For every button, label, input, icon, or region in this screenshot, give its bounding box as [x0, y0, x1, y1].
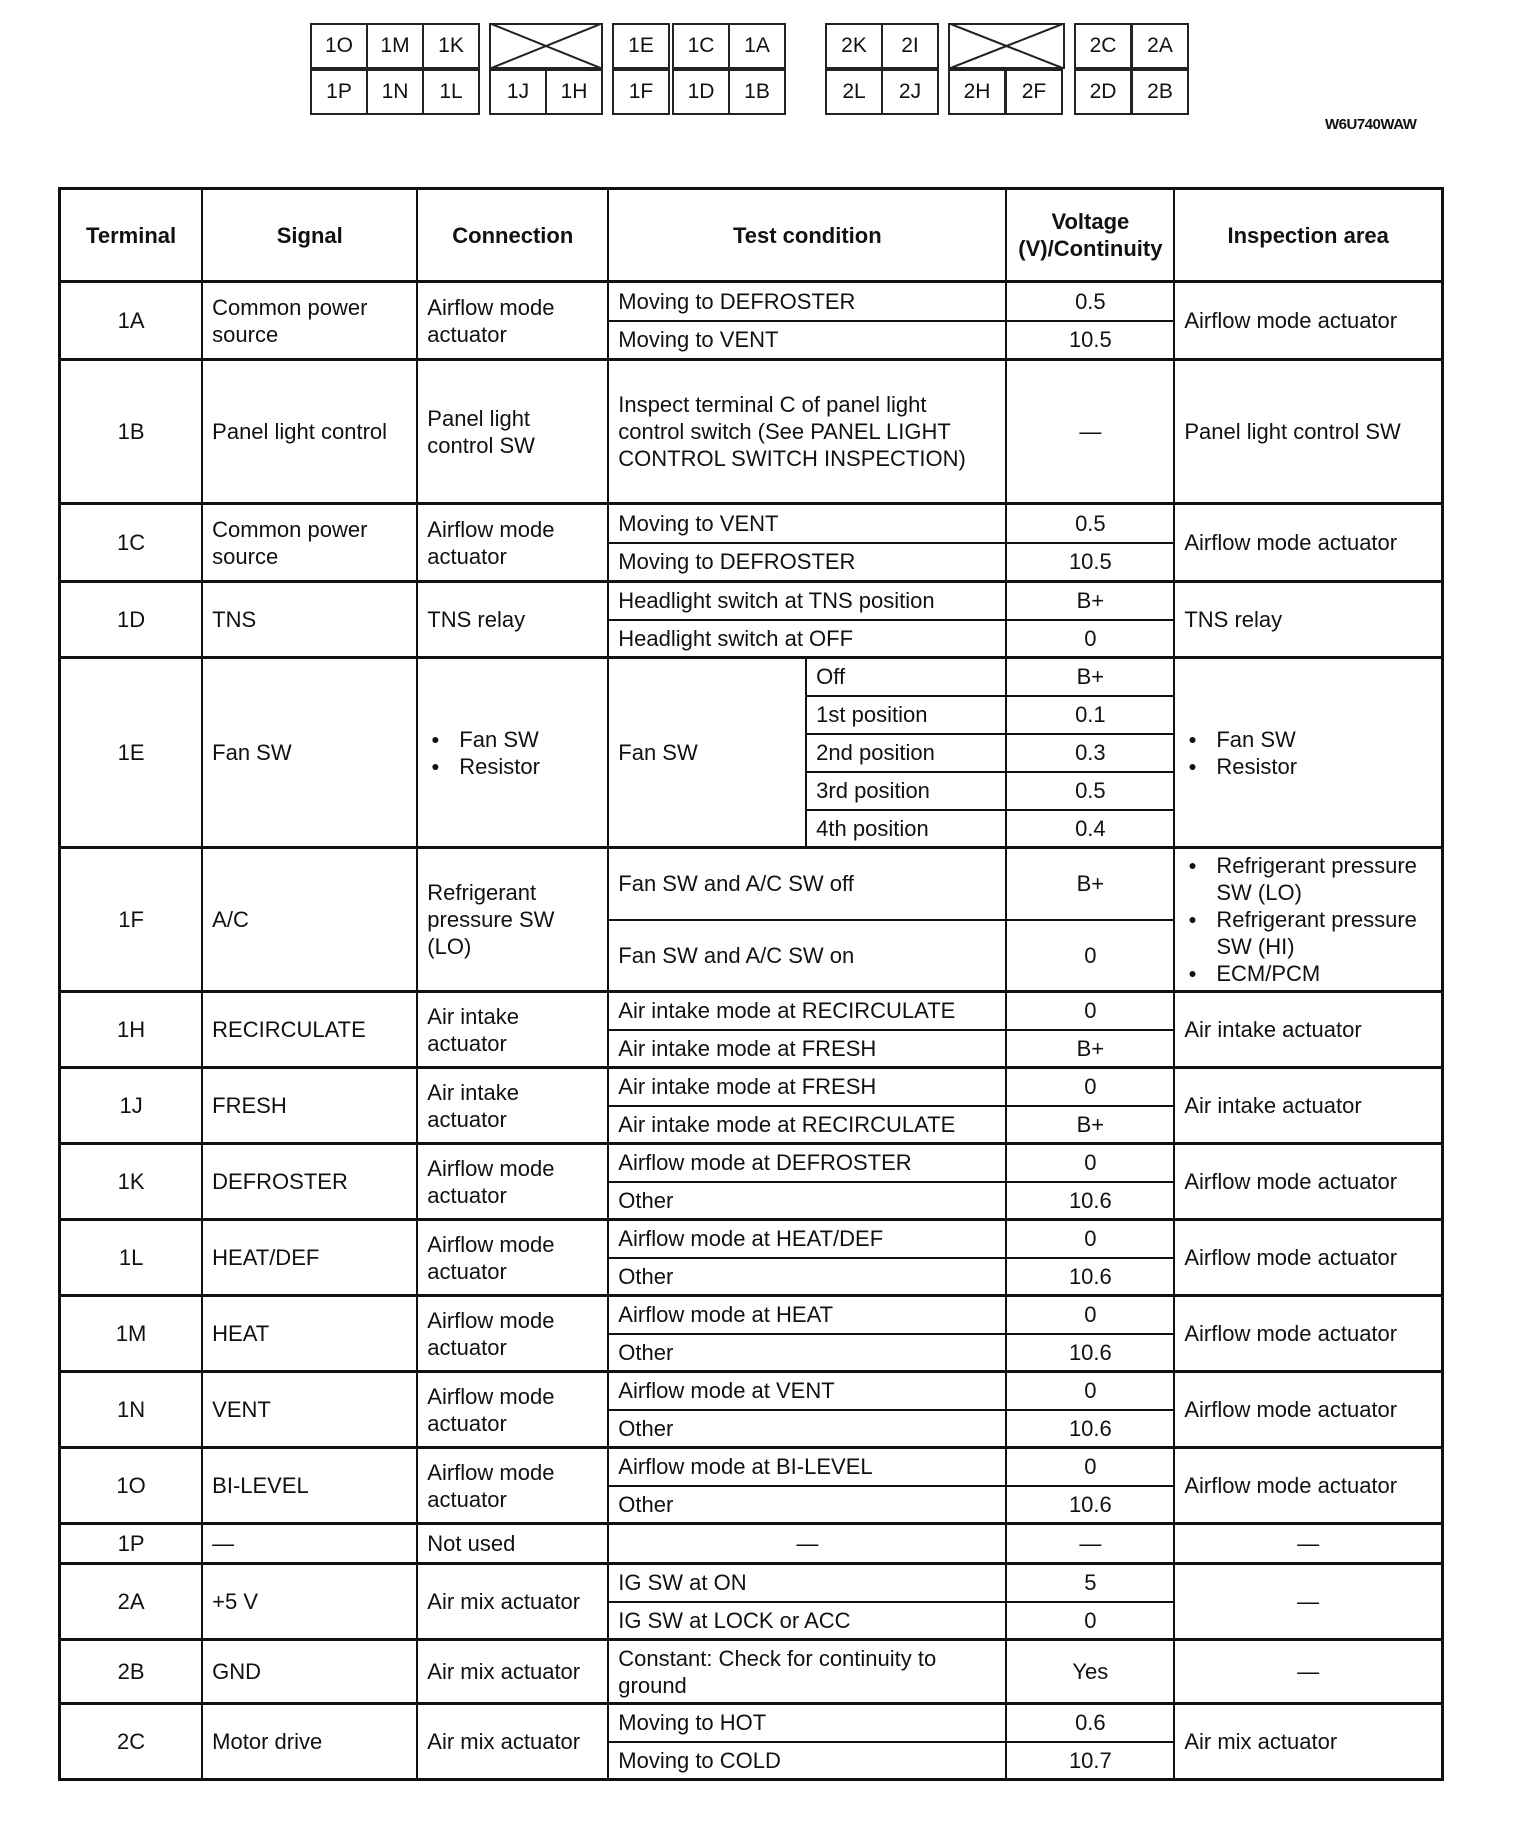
voltage-cell: 0.1	[1006, 696, 1174, 734]
connector-pin: 2H	[948, 69, 1006, 115]
terminal-cell: 1B	[60, 360, 203, 504]
bullet-text: Fan SW	[459, 726, 539, 752]
connector-pin: 2C	[1074, 23, 1132, 69]
terminal-cell: 1D	[60, 582, 203, 658]
connection-cell: Refrigerant pressure SW (LO)	[417, 848, 608, 992]
connector-pin: 1J	[489, 69, 547, 115]
signal-cell: DEFROSTER	[202, 1144, 417, 1220]
inspection-area-cell: TNS relay	[1174, 582, 1442, 658]
table-row	[60, 848, 1443, 920]
connector-pin: 1A	[728, 23, 786, 69]
voltage-cell: B+	[1006, 1106, 1174, 1144]
inspection-area-cell: Panel light control SW	[1174, 360, 1442, 504]
test-condition-cell: IG SW at ON	[608, 1564, 1006, 1602]
test-condition-cell: Air intake mode at RECIRCULATE	[608, 1106, 1006, 1144]
connection-cell: Airflow mode actuator	[417, 1296, 608, 1372]
test-condition-cell: Air intake mode at FRESH	[608, 1030, 1006, 1068]
table-row	[60, 1144, 1443, 1182]
bullet-icon: ●	[1188, 911, 1197, 927]
voltage-cell: 0	[1006, 1372, 1174, 1410]
test-condition-cell: Moving to VENT	[608, 321, 1006, 360]
voltage-cell: 10.6	[1006, 1334, 1174, 1372]
table-row	[60, 992, 1443, 1030]
voltage-cell: 0	[1006, 1144, 1174, 1182]
voltage-cell: Yes	[1006, 1640, 1174, 1704]
bullet-icon: ●	[1188, 965, 1197, 981]
connector-pin: 1H	[545, 69, 603, 115]
voltage-cell: 0	[1006, 1602, 1174, 1640]
voltage-cell: 0.3	[1006, 734, 1174, 772]
connector-pin: 1L	[422, 69, 480, 115]
signal-cell: VENT	[202, 1372, 417, 1448]
connection-cell: Panel light control SW	[417, 360, 608, 504]
signal-cell: Panel light control	[202, 360, 417, 504]
voltage-cell: 0	[1006, 992, 1174, 1030]
signal-cell: +5 V	[202, 1564, 417, 1640]
test-condition-group-cell: Fan SW	[608, 658, 806, 848]
test-condition-cell: Inspect terminal C of panel light control switch (See PANEL LIGHT CONTROL SWITCH INSPECTION)	[608, 360, 1006, 504]
inspection-area-cell: Airflow mode actuator	[1174, 504, 1442, 582]
test-condition-cell: Other	[608, 1182, 1006, 1220]
table-row	[60, 1220, 1443, 1258]
test-condition-cell: Other	[608, 1410, 1006, 1448]
inspection-area-cell: Airflow mode actuator	[1174, 1448, 1442, 1524]
voltage-cell: 10.6	[1006, 1486, 1174, 1524]
bullet-item	[1184, 753, 1432, 780]
signal-cell: —	[202, 1524, 417, 1564]
bullet-text: Refrigerant pressure SW (LO)	[1216, 853, 1417, 905]
test-condition-cell: IG SW at LOCK or ACC	[608, 1602, 1006, 1640]
terminal-inspection-table	[58, 187, 1444, 1781]
connection-cell: Air mix actuator	[417, 1564, 608, 1640]
connector-pin: 1C	[672, 23, 730, 69]
signal-cell: BI-LEVEL	[202, 1448, 417, 1524]
voltage-cell: 0	[1006, 920, 1174, 992]
voltage-cell: 10.5	[1006, 543, 1174, 582]
voltage-cell: 10.6	[1006, 1182, 1174, 1220]
connection-cell	[417, 658, 608, 848]
bullet-icon: ●	[1188, 757, 1197, 774]
inspection-area-cell: —	[1174, 1524, 1442, 1564]
test-condition-cell: Moving to VENT	[608, 504, 1006, 543]
voltage-cell: —	[1006, 360, 1174, 504]
table-row	[60, 658, 1443, 696]
voltage-cell: 0	[1006, 620, 1174, 658]
terminal-cell: 1M	[60, 1296, 203, 1372]
connection-cell: Not used	[417, 1524, 608, 1564]
test-condition-cell: Air intake mode at FRESH	[608, 1068, 1006, 1106]
test-condition-cell: 2nd position	[806, 734, 1006, 772]
voltage-cell: B+	[1006, 582, 1174, 620]
bullet-text: Fan SW	[1216, 726, 1296, 752]
table-row	[60, 1564, 1443, 1602]
test-condition-cell: Airflow mode at HEAT/DEF	[608, 1220, 1006, 1258]
voltage-cell: 0.5	[1006, 282, 1174, 321]
terminal-cell: 1F	[60, 848, 203, 992]
bullet-text: Resistor	[459, 753, 540, 779]
inspection-area-cell	[1174, 658, 1442, 848]
connector-pin: 2I	[881, 23, 939, 69]
bullet-icon: ●	[1188, 857, 1197, 873]
voltage-cell: 0	[1006, 1220, 1174, 1258]
test-condition-cell: Airflow mode at HEAT	[608, 1296, 1006, 1334]
table-row	[60, 1372, 1443, 1410]
signal-cell: Fan SW	[202, 658, 417, 848]
table-row	[60, 504, 1443, 543]
voltage-cell: 10.6	[1006, 1258, 1174, 1296]
terminal-cell: 1P	[60, 1524, 203, 1564]
voltage-cell: 0	[1006, 1068, 1174, 1106]
voltage-cell: 10.6	[1006, 1410, 1174, 1448]
signal-cell: RECIRCULATE	[202, 992, 417, 1068]
test-condition-cell: Other	[608, 1486, 1006, 1524]
terminal-cell: 2B	[60, 1640, 203, 1704]
inspection-area-cell: Airflow mode actuator	[1174, 282, 1442, 360]
terminal-cell: 1A	[60, 282, 203, 360]
voltage-cell: 0.5	[1006, 772, 1174, 810]
test-condition-cell: Airflow mode at VENT	[608, 1372, 1006, 1410]
connector-pin: 2J	[881, 69, 939, 115]
voltage-cell: 0.4	[1006, 810, 1174, 848]
test-condition-cell: Airflow mode at DEFROSTER	[608, 1144, 1006, 1182]
table-row	[60, 1640, 1443, 1704]
connection-cell: Airflow mode actuator	[417, 1448, 608, 1524]
bullet-item	[1184, 726, 1432, 753]
table-row	[60, 360, 1443, 504]
connection-cell: Airflow mode actuator	[417, 1372, 608, 1448]
test-condition-cell: 1st position	[806, 696, 1006, 734]
signal-cell: HEAT/DEF	[202, 1220, 417, 1296]
connector-pin: 1E	[612, 23, 670, 69]
connection-cell: Air intake actuator	[417, 1068, 608, 1144]
header-voltage: Voltage (V)/Continuity	[1006, 189, 1174, 282]
test-condition-cell: Fan SW and A/C SW off	[608, 848, 1006, 920]
voltage-cell: 5	[1006, 1564, 1174, 1602]
connector-pin: 1O	[310, 23, 368, 69]
bullet-text: Resistor	[1216, 753, 1298, 779]
connector-pin: 2L	[825, 69, 883, 115]
connector-pin: 1D	[672, 69, 730, 115]
bullet-item	[1184, 960, 1432, 987]
test-condition-cell: Other	[608, 1334, 1006, 1372]
connector-pin: 1K	[422, 23, 480, 69]
connection-cell: Air intake actuator	[417, 992, 608, 1068]
test-condition-cell: Headlight switch at OFF	[608, 620, 1006, 658]
bullet-text: Refrigerant pressure SW (HI)	[1216, 907, 1417, 959]
terminal-cell: 1O	[60, 1448, 203, 1524]
connection-cell: Airflow mode actuator	[417, 282, 608, 360]
signal-cell: GND	[202, 1640, 417, 1704]
table-row	[60, 282, 1443, 321]
terminal-cell: 2A	[60, 1564, 203, 1640]
voltage-cell: 0.5	[1006, 504, 1174, 543]
terminal-cell: 1E	[60, 658, 203, 848]
connection-cell: TNS relay	[417, 582, 608, 658]
test-condition-cell: 3rd position	[806, 772, 1006, 810]
bullet-icon: ●	[431, 757, 440, 774]
inspection-area-cell: —	[1174, 1640, 1442, 1704]
inspection-area-cell	[1174, 848, 1442, 992]
connection-cell: Airflow mode actuator	[417, 1220, 608, 1296]
test-condition-cell: Headlight switch at TNS position	[608, 582, 1006, 620]
signal-cell: Motor drive	[202, 1704, 417, 1780]
terminal-cell: 2C	[60, 1704, 203, 1780]
connection-cell: Air mix actuator	[417, 1704, 608, 1780]
test-condition-cell: Fan SW and A/C SW on	[608, 920, 1006, 992]
voltage-cell: 0.6	[1006, 1704, 1174, 1742]
connector-pin: 1B	[728, 69, 786, 115]
signal-cell: Common power source	[202, 504, 417, 582]
test-condition-cell: Other	[608, 1258, 1006, 1296]
inspection-area-cell: Airflow mode actuator	[1174, 1372, 1442, 1448]
table-row	[60, 1704, 1443, 1742]
voltage-cell: B+	[1006, 658, 1174, 696]
voltage-cell: B+	[1006, 1030, 1174, 1068]
header-connection: Connection	[417, 189, 608, 282]
connection-cell: Airflow mode actuator	[417, 1144, 608, 1220]
terminal-cell: 1H	[60, 992, 203, 1068]
connection-cell: Air mix actuator	[417, 1640, 608, 1704]
bullet-text: ECM/PCM	[1216, 961, 1321, 986]
signal-cell: TNS	[202, 582, 417, 658]
test-condition-cell: Off	[806, 658, 1006, 696]
connector-pin: 2A	[1131, 23, 1189, 69]
connector-pin: 2F	[1005, 69, 1063, 115]
bullet-item	[427, 726, 598, 753]
inspection-area-cell: —	[1174, 1564, 1442, 1640]
test-condition-cell: Airflow mode at BI-LEVEL	[608, 1448, 1006, 1486]
header-test-condition: Test condition	[608, 189, 1006, 282]
test-condition-cell: —	[608, 1524, 1006, 1564]
blank-cavity-x-icon	[948, 23, 1065, 69]
header-inspection-area: Inspection area	[1174, 189, 1442, 282]
inspection-area-cell: Airflow mode actuator	[1174, 1220, 1442, 1296]
bullet-icon: ●	[431, 730, 440, 747]
header-signal: Signal	[202, 189, 417, 282]
connector-pin: 1N	[366, 69, 424, 115]
bullet-item	[427, 753, 598, 780]
connection-cell: Airflow mode actuator	[417, 504, 608, 582]
inspection-area-cell: Airflow mode actuator	[1174, 1296, 1442, 1372]
voltage-cell: 10.7	[1006, 1742, 1174, 1780]
table-row	[60, 1524, 1443, 1564]
test-condition-cell: Moving to HOT	[608, 1704, 1006, 1742]
terminal-cell: 1J	[60, 1068, 203, 1144]
signal-cell: Common power source	[202, 282, 417, 360]
voltage-cell: 10.5	[1006, 321, 1174, 360]
table-row	[60, 582, 1443, 620]
connector-pin: 2K	[825, 23, 883, 69]
test-condition-cell: Air intake mode at RECIRCULATE	[608, 992, 1006, 1030]
connector-pin: 2B	[1131, 69, 1189, 115]
test-condition-cell: 4th position	[806, 810, 1006, 848]
connector-pin: 1F	[612, 69, 670, 115]
figure-code: W6U740WAW	[1325, 116, 1417, 133]
connector-pin: 2D	[1074, 69, 1132, 115]
terminal-cell: 1K	[60, 1144, 203, 1220]
signal-cell: HEAT	[202, 1296, 417, 1372]
inspection-area-cell: Air mix actuator	[1174, 1704, 1442, 1780]
blank-cavity-x-icon	[489, 23, 603, 69]
inspection-area-cell: Airflow mode actuator	[1174, 1144, 1442, 1220]
table-row	[60, 1448, 1443, 1486]
terminal-cell: 1C	[60, 504, 203, 582]
table-row	[60, 1068, 1443, 1106]
terminal-cell: 1L	[60, 1220, 203, 1296]
bullet-icon: ●	[1188, 730, 1197, 747]
test-condition-cell: Moving to DEFROSTER	[608, 543, 1006, 582]
terminal-cell: 1N	[60, 1372, 203, 1448]
bullet-item	[1184, 852, 1432, 906]
test-condition-cell: Moving to DEFROSTER	[608, 282, 1006, 321]
table-row	[60, 1296, 1443, 1334]
voltage-cell: B+	[1006, 848, 1174, 920]
voltage-cell: 0	[1006, 1448, 1174, 1486]
test-condition-cell: Constant: Check for continuity to ground	[608, 1640, 1006, 1704]
connector-pin: 1P	[310, 69, 368, 115]
table-header	[60, 189, 1443, 282]
bullet-item	[1184, 906, 1432, 960]
signal-cell: FRESH	[202, 1068, 417, 1144]
voltage-cell: —	[1006, 1524, 1174, 1564]
voltage-cell: 0	[1006, 1296, 1174, 1334]
inspection-area-cell: Air intake actuator	[1174, 1068, 1442, 1144]
header-terminal: Terminal	[60, 189, 203, 282]
signal-cell: A/C	[202, 848, 417, 992]
inspection-area-cell: Air intake actuator	[1174, 992, 1442, 1068]
connector-pin: 1M	[366, 23, 424, 69]
test-condition-cell: Moving to COLD	[608, 1742, 1006, 1780]
